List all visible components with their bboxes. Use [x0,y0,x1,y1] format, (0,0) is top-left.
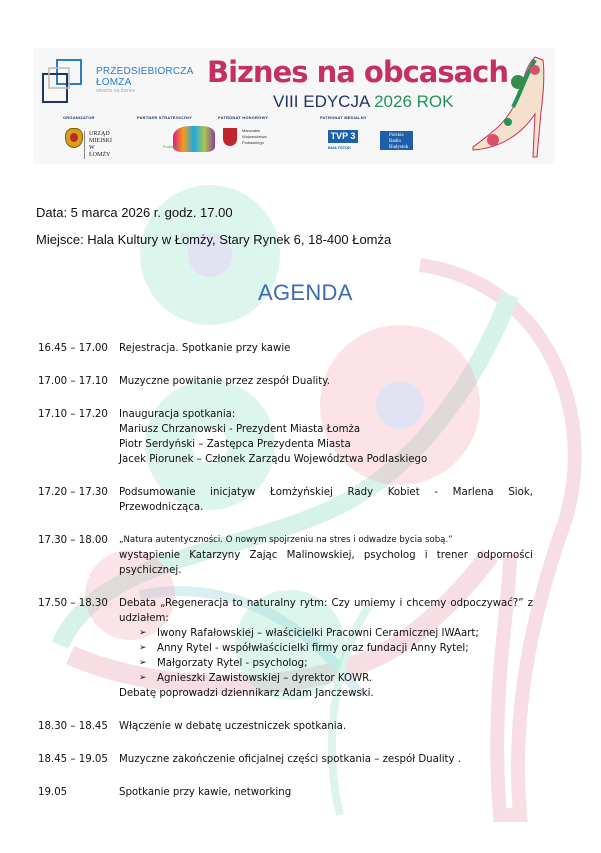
urzad-line2: W ŁOMŻY [89,145,111,158]
agenda-item [38,341,533,356]
radio-line2: Radio [389,139,401,144]
panelist-text: Iwony Rafałowskiej – właścicielki Pracowni Ceramicznej IWAart; [157,628,479,639]
podlaskie-crest-icon [223,128,237,146]
panelist-item [139,671,533,686]
radio-line3: Białystok [389,145,409,150]
agenda-time: 17.30 – 18.00 [38,535,108,546]
agenda-time: 18.45 – 19.05 [38,754,108,765]
agenda-text: Muzyczne zakończenie oficjalnej części spotkania – zespół Duality . [119,754,462,765]
agenda-item [38,374,533,389]
brand-name [96,66,193,88]
arrow-bullet-icon: ➢ [139,628,147,638]
polskie-radio-logo [380,131,413,150]
agenda-text: Debata „Regeneracja to naturalny rytm: Czy umiemy i chcemy odpoczywać?” z udziałem: [119,598,533,624]
urzad-line1: URZĄD MIEJSKI [89,131,113,144]
agenda-item [38,407,533,467]
debate-panelists [119,626,533,686]
agenda-text: Muzyczne powitanie przez zespół Duality. [119,376,331,387]
arrow-bullet-icon: ➢ [139,643,147,653]
agenda-speaker: Piotr Serdyński – Zastępca Prezydenta Miasta [119,439,351,450]
agenda-time: 19.05 [38,787,68,798]
event-date: Data: 5 marca 2026 r. godz. 17.00 [36,205,233,220]
sponsor-label-honorary: PATRONAT HONOROWY [218,115,269,120]
agenda-time: 17.20 – 17.30 [38,487,108,498]
agenda-item [38,785,533,800]
agenda-title: AGENDA [258,280,353,305]
agenda-text: wystąpienie Katarzyny Zając Malinowskiej, psycholog i trener odporności psychicznej. [119,550,533,576]
agenda-time: 17.50 – 18.30 [38,598,108,609]
agenda-text: Inauguracja spotkania: [119,409,236,420]
agenda-time: 16.45 – 17.00 [38,343,108,354]
agenda-text: Rejestracja. Spotkanie przy kawie [119,343,291,354]
agenda-text: Spotkanie przy kawie, networking [119,787,292,798]
agenda-text: Włączenie w debatę uczestniczek spotkania. [119,721,347,732]
urzad-miejski-name [84,131,112,159]
panelist-item [139,626,533,641]
agenda-time: 17.00 – 17.10 [38,376,108,387]
panelist-text: Agnieszki Zawistowskiej – dyrektor KOWR. [157,673,373,684]
lomza-crest-icon [65,128,83,148]
agenda-item [38,533,533,578]
edition-prefix: VIII EDYCJA [273,92,375,111]
przedsiebiorcza-logo-icon [41,58,85,104]
tvp3-logo [328,130,358,150]
brand-tagline: otwarta na biznes [96,88,136,94]
event-banner [33,48,555,164]
sponsor-label-organizer: ORGANIZATOR [63,115,95,120]
marszalek-line3: Podlaskiego [242,140,264,145]
panelist-text: Anny Rytel - współwłaścicielki firmy oraz fundacji Anny Rytel; [157,643,469,654]
sponsor-label-strategic-partner: PARTNER STRATEGICZNY [137,115,192,120]
agenda-speaker: Mariusz Chrzanowski - Prezydent Miasta Łomża [119,424,361,435]
debate-moderator: Debatę poprowadzi dziennikarz Adam Janczewski. [119,688,374,699]
sponsor-label-media: PATRONAT MEDIALNY [320,115,367,120]
event-place: Miejsce: Hala Kultury w Łomży, Stary Rynek 6, 18-400 Łomża [36,232,392,247]
agenda-item [38,485,533,515]
marszalek-line1: Marszałek [242,128,261,133]
panelist-item [139,641,533,656]
agenda-item [38,752,533,767]
podlaskie-label: Podlaskie [163,144,181,149]
polskie-radio-badge [380,131,413,150]
tvp3-city: BIAŁYSTOK [328,145,352,150]
agenda-speaker: Jacek Piorunek – Członek Zarządu Województwa Podlaskiego [119,454,428,465]
agenda-text: Podsumowanie inicjatyw Łomżyńskiej Rady Kobiet - Marlena Siok, Przewodnicząca. [119,487,533,513]
agenda-text-block [119,533,533,578]
agenda-text-block [119,407,533,467]
agenda-text-block [119,596,533,701]
urzad-miejski-logo [65,128,113,158]
panelist-item [139,656,533,671]
radio-line1: Polskie [389,133,404,138]
event-title: Biznes na obcasach [207,55,509,89]
tvp3-badge: TVP 3 [328,130,358,143]
agenda-schedule [38,341,533,800]
panelist-text: Małgorzaty Rytel - psycholog; [157,658,308,669]
agenda-time: 17.10 – 17.20 [38,409,108,420]
edition-year: 2026 ROK [374,92,454,111]
marszalek-line2: Województwa [242,134,267,139]
arrow-bullet-icon: ➢ [139,673,147,683]
event-edition [273,92,453,112]
agenda-quote: „Natura autentyczności. O nowym spojrzeniu na stres i odwadze bycia sobą.” [119,535,453,545]
high-heel-shoe-icon [463,52,553,162]
agenda-item [38,719,533,734]
arrow-bullet-icon: ➢ [139,658,147,668]
brand-name-line2: ŁOMZA [96,77,132,88]
brand-name-line1: PRZEDSIEBIORCZA [96,66,194,77]
marszalek-name [242,128,267,146]
agenda-time: 18.30 – 18.45 [38,721,108,732]
podlaskie-logo [163,126,215,152]
marszalek-logo [223,128,267,146]
agenda-item [38,596,533,701]
